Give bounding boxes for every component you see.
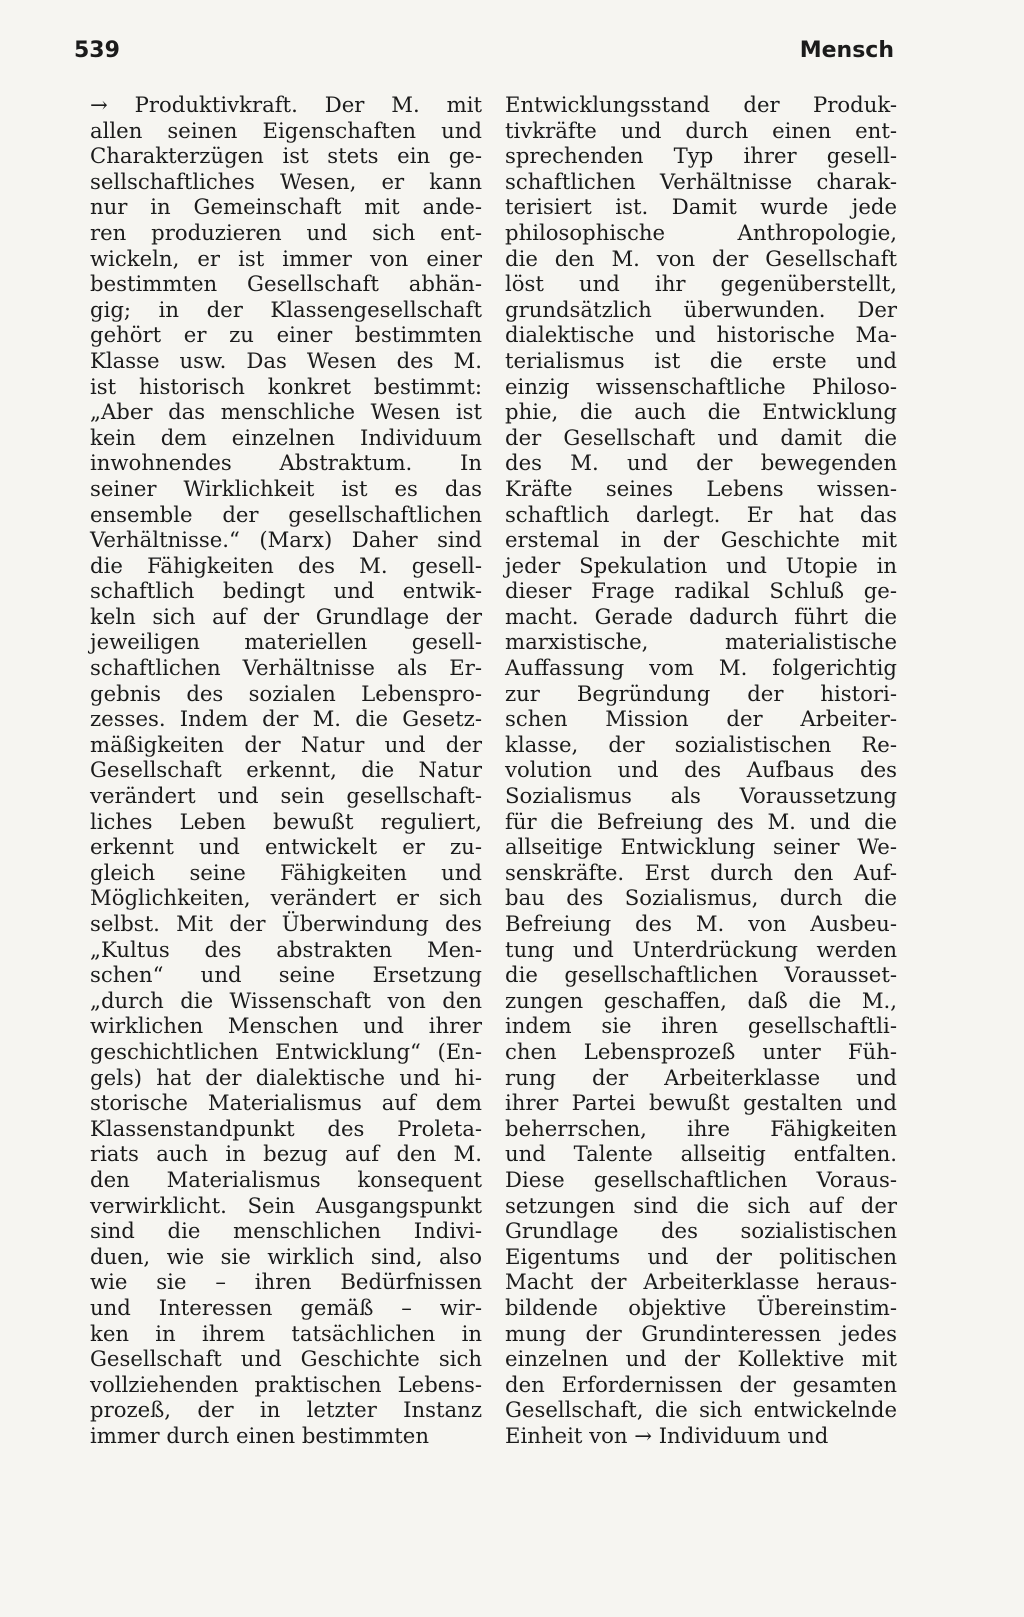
text-line: ihrer Partei bewußt gestalten und	[505, 1090, 897, 1116]
text-line: Diese gesellschaftlichen Voraus-	[505, 1166, 897, 1192]
text-line: → Produktivkraft. Der M. mit	[90, 92, 482, 117]
text-line: phie, die auch die Entwicklung	[505, 399, 897, 425]
text-line: macht. Gerade dadurch führt die	[505, 603, 897, 629]
text-line: sind die menschlichen Indivi-	[90, 1218, 482, 1244]
text-line: schaftlichen Verhältnisse charak-	[505, 168, 897, 194]
text-line: löst und ihr gegenüberstellt,	[505, 271, 897, 297]
text-line: liches Leben bewußt reguliert,	[90, 808, 482, 834]
text-line: seiner Wirklichkeit ist es das	[90, 475, 482, 501]
text-line: Möglichkeiten, verändert er sich	[90, 885, 482, 911]
text-line: Grundlage des sozialistischen	[505, 1218, 897, 1244]
text-line: zungen geschaffen, daß die M.,	[505, 987, 897, 1013]
text-line: Gesellschaft erkennt, die Natur	[90, 757, 482, 783]
text-line: allen seinen Eigenschaften und	[90, 117, 482, 143]
text-line: Befreiung des M. von Ausbeu-	[505, 911, 897, 936]
page-header	[74, 38, 894, 78]
text-line: Auffassung vom M. folgerichtig	[505, 655, 897, 681]
text-line: geschichtlichen Entwicklung“ (En-	[90, 1038, 482, 1064]
text-line: verwirklicht. Sein Ausgangspunkt	[90, 1192, 482, 1218]
text-line: Verhältnisse.“ (Marx) Daher sind	[90, 527, 482, 553]
text-line: den Erfordernissen der gesamten	[505, 1371, 897, 1397]
text-line: mäßigkeiten der Natur und der	[90, 731, 482, 757]
text-line: gleich seine Fähigkeiten und	[90, 859, 482, 885]
text-line: jeweiligen materiellen gesell-	[90, 629, 482, 655]
text-line: den Materialismus konsequent	[90, 1166, 482, 1192]
text-line: schen Mission der Arbeiter-	[505, 706, 897, 732]
text-line: verändert und sein gesellschaft-	[90, 783, 482, 809]
text-line: „Aber das menschliche Wesen ist	[90, 399, 482, 425]
text-line: dieser Frage radikal Schluß ge-	[505, 578, 897, 604]
text-line: schen“ und seine Ersetzung	[90, 962, 482, 988]
text-line: terisiert ist. Damit wurde jede	[505, 194, 897, 220]
text-line: gels) hat der dialektische und hi-	[90, 1064, 482, 1090]
text-line: nur in Gemeinschaft mit ande-	[90, 194, 482, 220]
text-line: des M. und der bewegenden	[505, 450, 897, 476]
text-line: chen Lebensprozeß unter Füh-	[505, 1038, 897, 1064]
text-line: volution und des Aufbaus des	[505, 757, 897, 783]
text-line: zesses. Indem der M. die Gesetz-	[90, 706, 482, 732]
text-line: Sozialismus als Voraussetzung	[505, 783, 897, 809]
text-line: und Talente allseitig entfalten.	[505, 1141, 897, 1167]
text-line: erkennt und entwickelt er zu-	[90, 834, 482, 860]
text-line: und Interessen gemäß – wir-	[90, 1294, 482, 1320]
text-line: ren produzieren und sich ent-	[90, 219, 482, 245]
text-line: prozeß, der in letzter Instanz	[90, 1397, 482, 1423]
text-line: marxistische, materialistische	[505, 629, 897, 655]
text-line: immer durch einen bestimmten	[90, 1422, 429, 1448]
text-line: tivkräfte und durch einen ent-	[505, 117, 897, 143]
text-line: Klassenstandpunkt des Proleta-	[90, 1115, 482, 1141]
text-line: sellschaftliches Wesen, er kann	[90, 168, 482, 194]
text-line: keln sich auf der Grundlage der	[90, 603, 482, 629]
text-line: der Gesellschaft und damit die	[505, 424, 897, 450]
text-line: gig; in der Klassengesellschaft	[90, 296, 482, 322]
text-line: schaftlich bedingt und entwik-	[90, 578, 482, 604]
text-line: die Fähigkeiten des M. gesell-	[90, 552, 482, 578]
text-line: wickeln, er ist immer von einer	[90, 245, 482, 271]
text-line: Charakterzügen ist stets ein ge-	[90, 143, 482, 169]
text-line: rung der Arbeiterklasse und	[505, 1064, 897, 1090]
text-line: schaftlichen Verhältnisse als Er-	[90, 655, 482, 681]
text-line: bildende objektive Übereinstim-	[505, 1294, 897, 1320]
text-line: erstemal in der Geschichte mit	[505, 527, 897, 553]
text-line: terialismus ist die erste und	[505, 347, 897, 373]
text-line: inwohnendes Abstraktum. In	[90, 450, 482, 476]
text-line: Gesellschaft, die sich entwickelnde	[505, 1397, 897, 1423]
text-line: mung der Grundinteressen jedes	[505, 1320, 897, 1346]
text-line: für die Befreiung des M. und die	[505, 808, 897, 834]
text-line: gehört er zu einer bestimmten	[90, 322, 482, 348]
text-line: allseitige Entwicklung seiner We-	[505, 834, 897, 860]
text-line: vollziehenden praktischen Lebens-	[90, 1371, 482, 1397]
text-line: Eigentums und der politischen	[505, 1243, 897, 1269]
text-line: einzig wissenschaftliche Philoso-	[505, 373, 897, 399]
text-line: kein dem einzelnen Individuum	[90, 424, 482, 450]
text-line: tung und Unterdrückung werden	[505, 936, 897, 962]
text-line: riats auch in bezug auf den M.	[90, 1141, 482, 1167]
text-line: jeder Spekulation und Utopie in	[505, 552, 897, 578]
text-line: klasse, der sozialistischen Re-	[505, 731, 897, 757]
text-line: Einheit von → Individuum und	[505, 1422, 829, 1448]
running-head: Mensch	[799, 38, 894, 63]
text-line: gebnis des sozialen Lebenspro-	[90, 680, 482, 706]
page-number: 539	[74, 38, 120, 63]
text-line: Kräfte seines Lebens wissen-	[505, 475, 897, 501]
text-line: dialektische und historische Ma-	[505, 322, 897, 348]
text-line: grundsätzlich überwunden. Der	[505, 296, 897, 322]
text-line: die den M. von der Gesellschaft	[505, 245, 897, 271]
right-text-column	[505, 92, 897, 1448]
text-line: bau des Sozialismus, durch die	[505, 885, 897, 911]
text-line: sprechenden Typ ihrer gesell-	[505, 143, 897, 169]
text-line: beherrschen, ihre Fähigkeiten	[505, 1115, 897, 1141]
text-line: senskräfte. Erst durch den Auf-	[505, 859, 897, 885]
text-line: schaftlich darlegt. Er hat das	[505, 501, 897, 527]
text-line: zur Begründung der histori-	[505, 680, 897, 706]
text-line: indem sie ihren gesellschaftli-	[505, 1013, 897, 1039]
text-line: Gesellschaft und Geschichte sich	[90, 1346, 482, 1372]
text-line: duen, wie sie wirklich sind, also	[90, 1243, 482, 1269]
text-line: storische Materialismus auf dem	[90, 1090, 482, 1116]
text-line: philosophische Anthropologie,	[505, 219, 897, 245]
text-line: wie sie – ihren Bedürfnissen	[90, 1269, 482, 1295]
text-line: Klasse usw. Das Wesen des M.	[90, 347, 482, 373]
text-line: selbst. Mit der Überwindung des	[90, 911, 482, 936]
text-line: Macht der Arbeiterklasse heraus-	[505, 1269, 897, 1295]
text-line: einzelnen und der Kollektive mit	[505, 1346, 897, 1372]
text-line: ist historisch konkret bestimmt:	[90, 373, 482, 399]
text-line: Entwicklungsstand der Produk-	[505, 92, 897, 117]
text-line: setzungen sind die sich auf der	[505, 1192, 897, 1218]
text-line: die gesellschaftlichen Vorausset-	[505, 962, 897, 988]
text-line: ken in ihrem tatsächlichen in	[90, 1320, 482, 1346]
text-line: „durch die Wissenschaft von den	[90, 987, 482, 1013]
text-line: bestimmten Gesellschaft abhän-	[90, 271, 482, 297]
text-line: ensemble der gesellschaftlichen	[90, 501, 482, 527]
text-line: „Kultus des abstrakten Men-	[90, 936, 482, 962]
left-text-column	[90, 92, 482, 1448]
text-line: wirklichen Menschen und ihrer	[90, 1013, 482, 1039]
